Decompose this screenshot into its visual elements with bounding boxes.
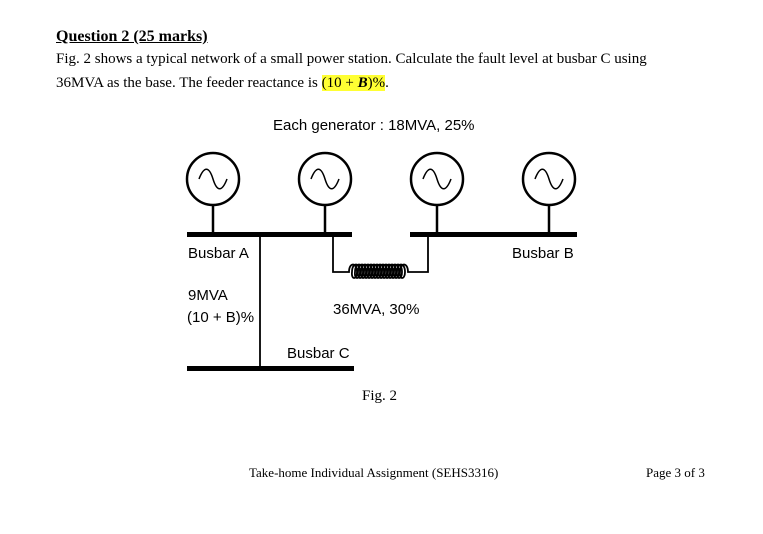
generator-1 — [187, 153, 239, 234]
figure-caption: Fig. 2 — [362, 388, 398, 404]
busbar-a — [187, 232, 352, 237]
busbar-b-label: Busbar B — [512, 245, 574, 262]
question-text-suffix: . — [385, 75, 389, 91]
highlight-open: (10 + — [321, 75, 358, 91]
busbar-a-label: Busbar A — [188, 245, 249, 262]
generator-2 — [299, 153, 351, 234]
footer-page-number: Page 3 of 3 — [646, 465, 705, 480]
footer-assignment-title: Take-home Individual Assignment (SEHS3316) — [249, 465, 499, 480]
question-title: Question 2 (25 marks) — [56, 28, 208, 45]
highlight-close: )% — [367, 75, 386, 91]
bus-section-reactor — [333, 237, 428, 278]
generator-4 — [523, 153, 575, 234]
feeder-reactance-label: (10 + B)% — [187, 309, 255, 326]
question-text-prefix: 36MVA as the base. The feeder reactance is — [56, 75, 322, 91]
generator-3 — [411, 153, 463, 234]
busbar-c — [187, 366, 354, 371]
reactor-rating-label: 36MVA, 30% — [333, 301, 420, 318]
busbar-b — [410, 232, 577, 237]
busbar-c-label: Busbar C — [287, 345, 350, 362]
variable-b: B — [357, 75, 368, 91]
generator-spec-label: Each generator : 18MVA, 25% — [273, 117, 475, 134]
question-text-line-1: Fig. 2 shows a typical network of a small power station. Calculate the fault level at busbar C using — [56, 51, 647, 67]
feeder-rating-label: 9MVA — [188, 287, 228, 304]
